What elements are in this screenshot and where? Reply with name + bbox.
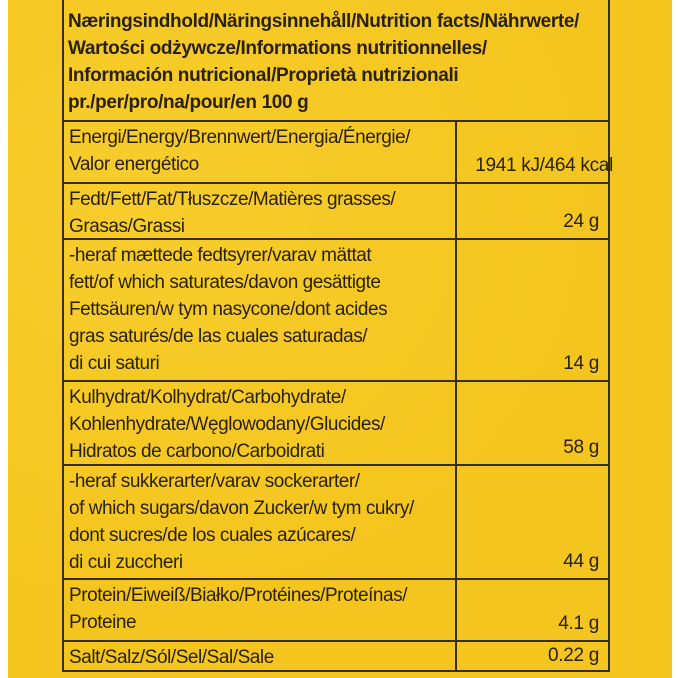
header-line-4: pr./per/pro/na/pour/en 100 g xyxy=(68,92,309,113)
nutrient-row-protein xyxy=(63,578,609,640)
nutrient-name: -heraf mættede fedtsyrer/varav mättat fett/of which saturates/davon gesättigte Fettsäuren/w tym nasycone/dont acides gras saturés/de las cuales saturadas/ di cui saturi xyxy=(69,245,388,374)
nutrient-value: 1941 kJ/464 kcal xyxy=(475,155,613,176)
header-line-3: Información nutricional/Proprietà nutrizionali xyxy=(68,65,459,86)
nutrient-value: 44 g xyxy=(563,551,599,572)
header-line-2: Wartości odżywcze/Informations nutritionnelles/ xyxy=(68,38,487,59)
nutrient-name: Protein/Eiweiß/Białko/Protéines/Proteínas/ Proteine xyxy=(69,585,408,633)
nutrient-value: 58 g xyxy=(563,437,599,458)
nutrient-value: 4.1 g xyxy=(558,613,599,634)
nutrient-row-fat xyxy=(63,182,609,238)
column-divider xyxy=(455,240,457,380)
column-divider xyxy=(455,122,457,182)
photo-edge-right xyxy=(672,0,678,678)
nutrient-name: Fedt/Fett/Fat/Tłuszcze/Matières grasses/ Grasas/Grassi xyxy=(69,189,396,237)
nutrient-value: 14 g xyxy=(563,353,599,374)
nutrient-name: Salt/Salz/Sól/Sel/Sal/Sale xyxy=(69,647,274,668)
column-divider xyxy=(455,642,457,672)
column-divider xyxy=(455,466,457,578)
column-divider xyxy=(455,382,457,464)
column-divider xyxy=(455,184,457,238)
nutrient-value: 0.22 g xyxy=(547,645,599,666)
nutrient-name: Energi/Energy/Brennwert/Energia/Énergie/ Valor energético xyxy=(69,127,411,175)
photo-edge-left xyxy=(0,0,8,678)
header-line-1: Næringsindhold/Näringsinnehåll/Nutrition facts/Nährwerte/ xyxy=(68,11,580,32)
nutrient-row-salt xyxy=(63,640,609,672)
column-divider xyxy=(455,580,457,640)
nutrient-name: Kulhydrat/Kolhydrat/Carbohydrate/ Kohlenhydrate/Węglowodany/Glucides/ Hidratos de carbono/Carboidrati xyxy=(69,387,385,462)
nutrient-row-energy xyxy=(63,120,613,182)
nutrient-row-sugars xyxy=(63,464,609,578)
nutrient-name: -heraf sukkerarter/varav sockerarter/ of which sugars/davon Zucker/w tym cukry/ dont sucres/de los cuales azúcares/ di cui zuccheri xyxy=(69,471,414,573)
table-header xyxy=(68,8,604,120)
nutrient-row-carbohydrate xyxy=(63,380,609,464)
nutrient-value: 24 g xyxy=(563,211,599,232)
nutrient-row-saturates xyxy=(63,238,609,380)
